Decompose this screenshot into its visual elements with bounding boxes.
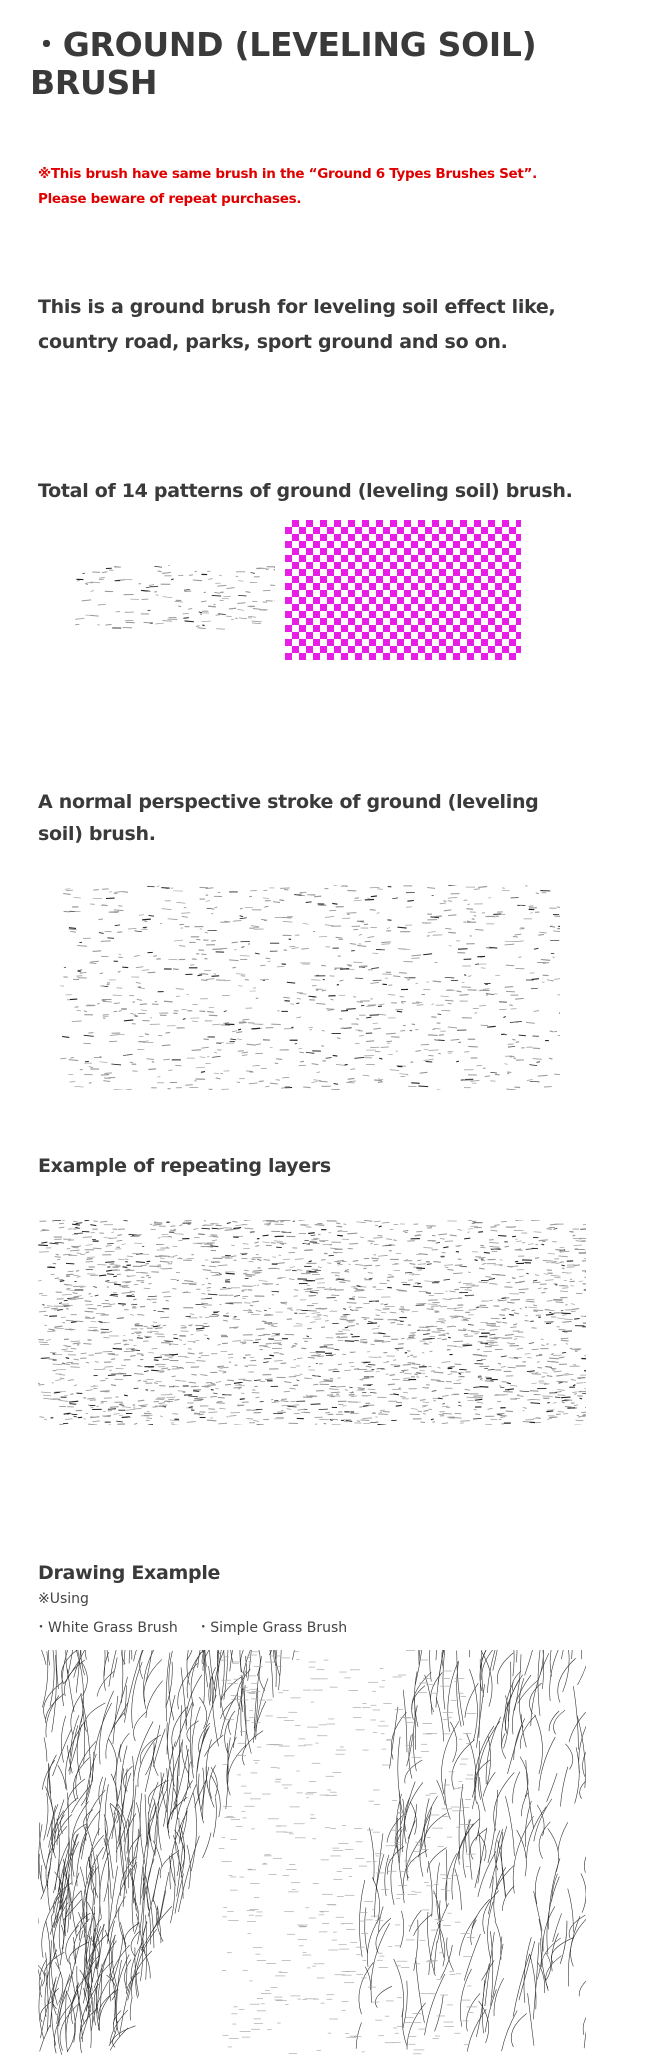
- patterns-heading: Total of 14 patterns of ground (leveling soil) brush.: [38, 480, 573, 502]
- warning-line-1: ※This brush have same brush in the “Ground 6 Types Brushes Set”.: [38, 166, 537, 182]
- brush-stroke-sample-image: [75, 565, 275, 630]
- description-line-2: country road, parks, sport ground and so on.: [38, 331, 508, 353]
- description: [38, 290, 555, 360]
- perspective-stroke-image: [60, 885, 560, 1090]
- drawing-example-image: [38, 1650, 586, 2055]
- drawing-heading: Drawing Example: [38, 1562, 221, 1584]
- page-title: ・GROUND (LEVELING SOIL) BRUSH: [30, 25, 537, 102]
- perspective-heading: A normal perspective stroke of ground (leveling soil) brush.: [38, 791, 539, 845]
- using-brush-list: [34, 1617, 347, 1637]
- repeating-layers-image: [38, 1220, 586, 1425]
- description-line-1: This is a ground brush for leveling soil effect like,: [38, 296, 556, 318]
- repeating-heading: Example of repeating layers: [38, 1155, 331, 1177]
- brush-item-simple-grass: ・Simple Grass Brush: [196, 1620, 348, 1636]
- using-label: ※Using: [38, 1591, 89, 1607]
- duplicate-warning: [38, 162, 537, 212]
- brush-item-white-grass: ・White Grass Brush: [34, 1620, 178, 1636]
- warning-line-2: Please beware of repeat purchases.: [38, 191, 302, 207]
- brush-patterns-preview-image: [285, 520, 521, 660]
